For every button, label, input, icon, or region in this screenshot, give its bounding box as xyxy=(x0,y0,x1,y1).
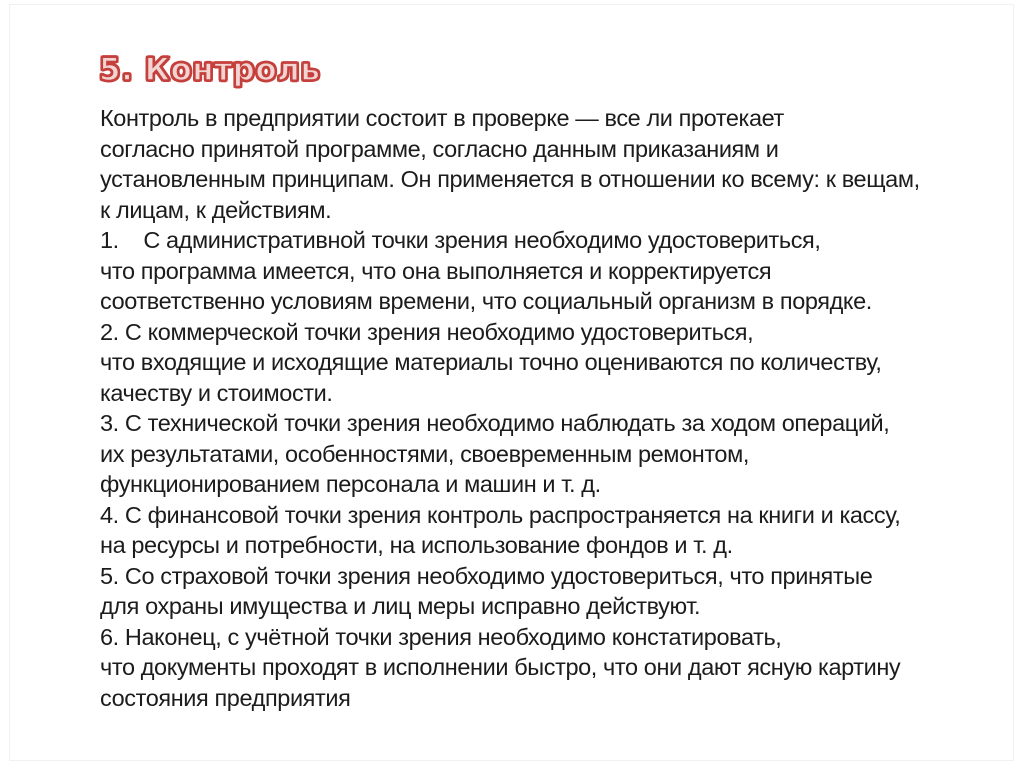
body-line: согласно принятой программе, согласно данным приказаниям и xyxy=(100,135,779,162)
body-line: к лицам, к действиям. xyxy=(100,196,332,223)
body-line: функционированием персонала и машин и т. д. xyxy=(100,471,601,497)
body-line: что входящие и исходящие материалы точно оцениваются по количеству, xyxy=(100,349,882,375)
slide-body-text xyxy=(100,103,990,713)
body-line: для охраны имущества и лиц меры исправно действуют. xyxy=(100,593,701,619)
body-line-item-2: 2. С коммерческой точки зрения необходимо удостовериться, xyxy=(100,318,754,345)
body-line: их результатами, особенностями, своевременным ремонтом, xyxy=(100,440,749,467)
body-line: на ресурсы и потребности, на использование фондов и т. д. xyxy=(100,532,733,558)
body-line: что документы проходят в исполнении быстро, что они дают ясную картину xyxy=(100,654,901,680)
body-line-item-3: 3. С технической точки зрения необходимо наблюдать за ходом операций, xyxy=(100,410,890,436)
body-line: соответственно условиям времени, что социальный организм в порядке. xyxy=(100,288,872,314)
slide-title: 5. Контроль xyxy=(99,52,321,88)
body-line: качеству и стоимости. xyxy=(100,379,333,406)
body-line-item-5: 5. Со страховой точки зрения необходимо удостовериться, что принятые xyxy=(100,562,873,589)
body-line-item-4: 4. С финансовой точки зрения контроль распространяется на книги и кассу, xyxy=(100,501,901,528)
body-line-item-6: 6. Наконец, с учётной точки зрения необходимо констатировать, xyxy=(100,623,782,650)
body-line: установленным принципам. Он применяется в отношении ко всему: к вещам, xyxy=(100,166,920,192)
body-line: Контроль в предприятии состоит в проверке — все ли протекает xyxy=(100,105,784,131)
body-line: что программа имеется, что она выполняется и корректируется xyxy=(100,257,772,284)
body-line-item-1: 1. С административной точки зрения необходимо удостовериться, xyxy=(100,227,821,253)
body-line: состояния предприятия xyxy=(100,684,351,711)
